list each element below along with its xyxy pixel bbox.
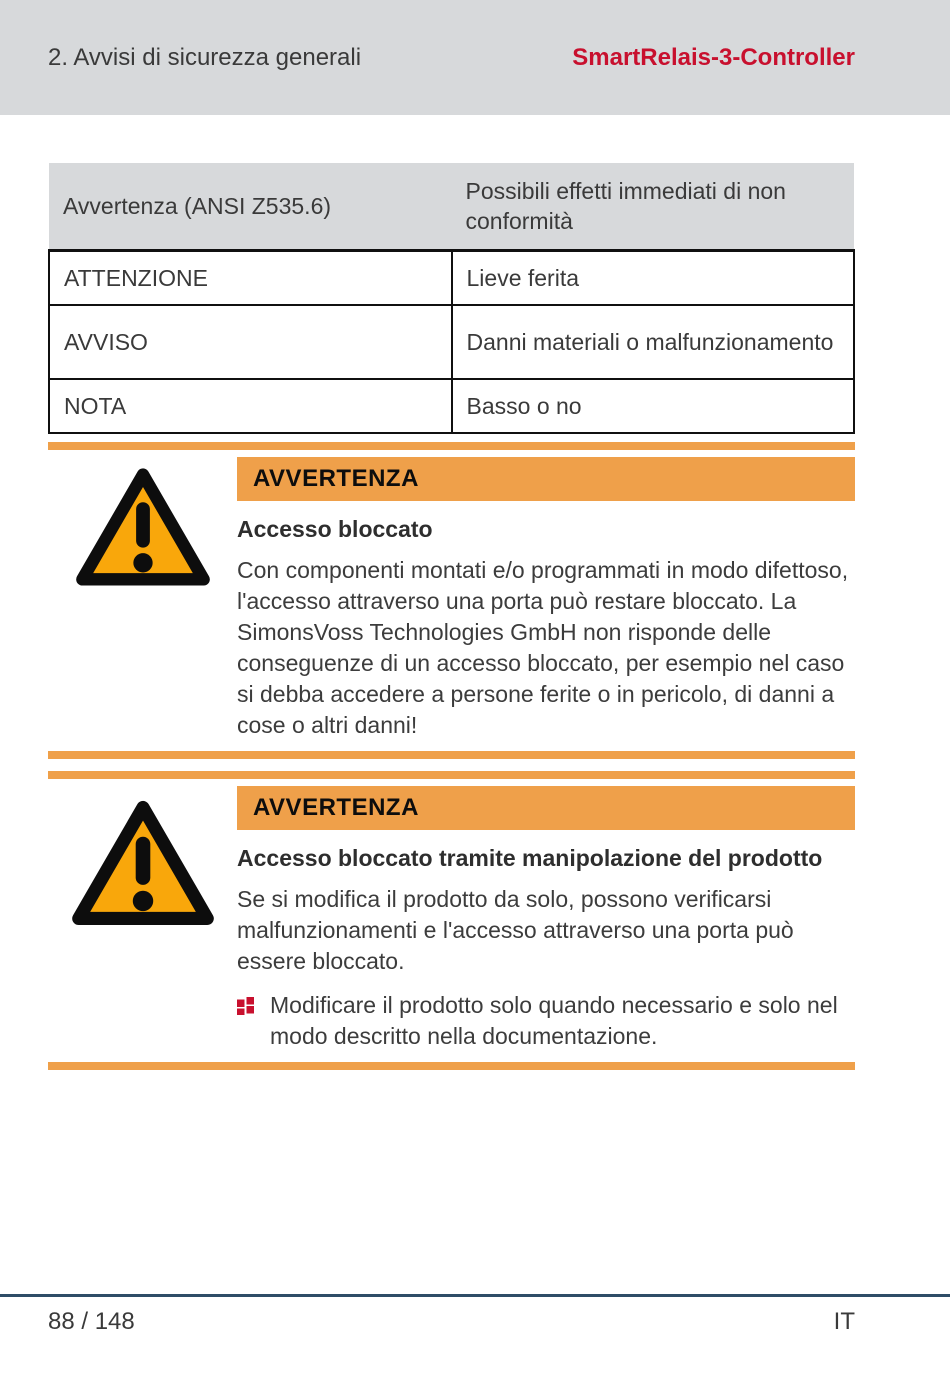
warning-block-access-blocked [48, 457, 855, 741]
warning-icon-cell [48, 786, 237, 1052]
severity-table-body [49, 251, 854, 434]
orange-divider-rule [48, 1062, 855, 1070]
cell-level: ATTENZIONE [49, 251, 452, 306]
severity-table-head [49, 163, 854, 251]
warning-banner: AVVERTENZA [237, 786, 855, 830]
warning-content [237, 786, 855, 1052]
page-header-band [0, 0, 950, 115]
cell-effect: Basso o no [452, 379, 855, 433]
orange-divider-rule [48, 771, 855, 779]
severity-table [48, 163, 855, 434]
footer-divider-line [0, 1294, 950, 1297]
table-row [49, 379, 854, 433]
table-row [49, 305, 854, 379]
cell-level: NOTA [49, 379, 452, 433]
warning-block-manipulation [48, 786, 855, 1052]
section-title: 2. Avvisi di sicurezza generali [48, 43, 362, 71]
warning-triangle-icon [74, 465, 212, 589]
page-content [0, 163, 950, 1070]
warning-body-text: Con componenti montati e/o programmati in modo difettoso, l'accesso attraverso una porta può restare bloccato. La SimonsVoss Technologies GmbH non risponde delle conseguenze di un accesso bloccato, per esempio nel caso si debba accedere a persone ferite o in pericolo, di danni a cose o altri danni! [237, 557, 849, 738]
red-squares-bullet-icon [237, 997, 255, 1015]
column-header-warning: Avvertenza (ANSI Z535.6) [49, 163, 452, 251]
language-code: IT [833, 1308, 855, 1335]
cell-level: AVVISO [49, 305, 452, 379]
column-header-effects: Possibili effetti immediati di non conformità [452, 163, 855, 251]
warning-icon-cell [48, 457, 237, 741]
product-title: SmartRelais-3-Controller [572, 43, 855, 71]
cell-effect: Danni materiali o malfunzionamento [452, 305, 855, 379]
warning-triangle-icon [70, 794, 216, 932]
orange-divider-rule [48, 751, 855, 759]
warning-title: Accesso bloccato tramite manipolazione del prodotto [237, 845, 823, 871]
warning-title: Accesso bloccato [237, 516, 433, 542]
table-header-row [49, 163, 854, 251]
warning-body-text: Se si modifica il prodotto da solo, possono verificarsi malfunzionamenti e l'accesso attraverso una porta può essere bloccato. [237, 886, 794, 974]
page-number-indicator: 88 / 148 [48, 1308, 135, 1335]
instruction-bullet-item [237, 990, 855, 1052]
warning-content [237, 457, 855, 741]
page-footer [48, 1308, 855, 1336]
orange-divider-rule [48, 442, 855, 450]
warning-banner: AVVERTENZA [237, 457, 855, 501]
table-row [49, 251, 854, 306]
bullet-text: Modificare il prodotto solo quando necessario e solo nel modo descritto nella documentazione. [270, 992, 838, 1049]
cell-effect: Lieve ferita [452, 251, 855, 306]
